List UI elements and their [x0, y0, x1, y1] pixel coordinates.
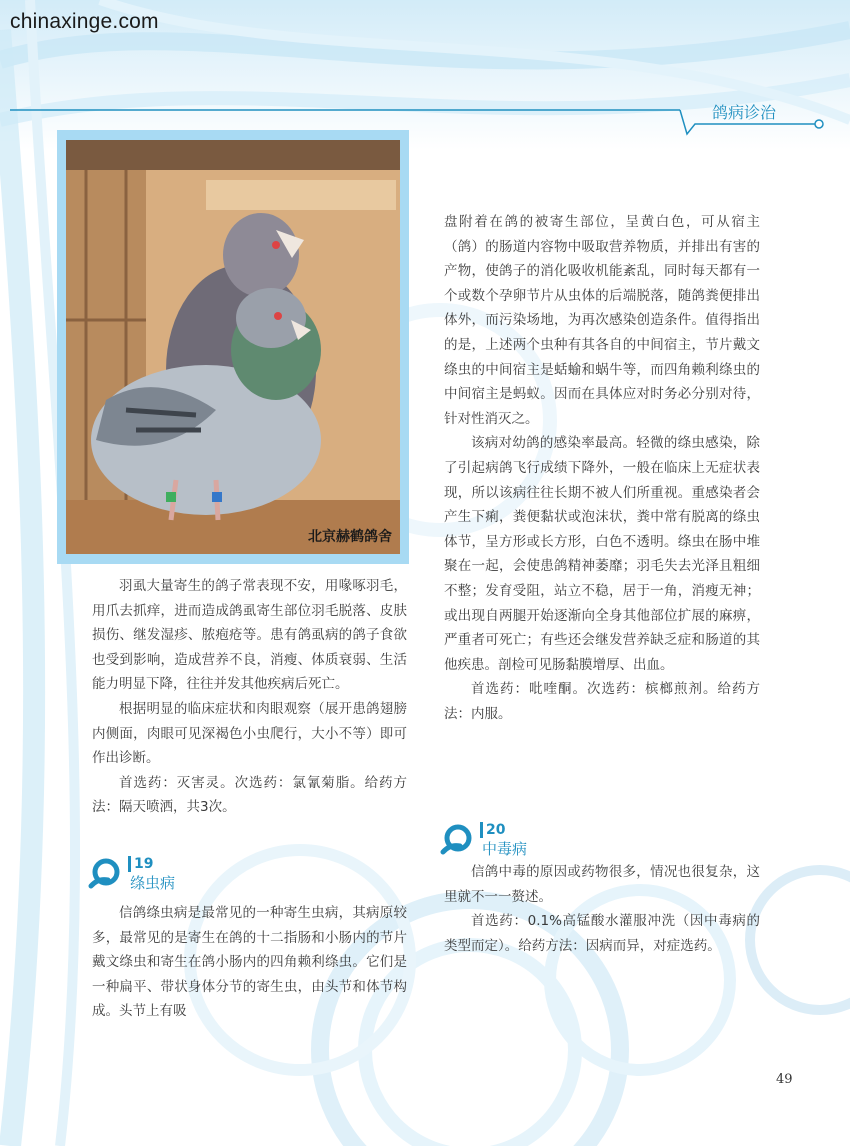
pigeon-photo [66, 140, 400, 554]
left-column-text-top [92, 574, 407, 820]
paragraph: 信鸽绦虫病是最常见的一种寄生虫病，其病原较多，最常见的是寄生在鸽的十二指肠和小肠内的节片戴文绦虫和寄生在鸽小肠内的四角赖利绦虫。它们是一种扁平、带状身体分节的寄生虫，由头节和体节构成。头节上有吸 [92, 905, 407, 1020]
heading-number: 20 [480, 822, 505, 838]
heading-19 [88, 856, 228, 896]
heading-number: 19 [128, 856, 153, 872]
paragraph: 首选药：0.1%高锰酸水灌服冲洗（因中毒病的类型而定）。给药方法：因病而异，对症选药。 [444, 913, 760, 954]
paragraph: 首选药：吡喹酮。次选药：槟榔煎剂。给药方法：内服。 [444, 681, 760, 722]
photo-caption: 北京赫鹤鸽舍 [308, 529, 392, 545]
photo-frame [57, 130, 409, 564]
right-column-text-bottom [444, 860, 760, 958]
magnifier-icon [88, 858, 124, 890]
magnifier-icon [440, 824, 476, 856]
left-column-text-bottom [92, 901, 407, 1024]
page-number: 49 [776, 1072, 793, 1087]
paragraph: 羽虱大量寄生的鸽子常表现不安，用喙啄羽毛，用爪去抓痒，进而造成鸽虱寄生部位羽毛脱落、皮肤损伤、继发湿疹、脓疱疮等。患有鸽虱病的鸽子食欲也受到影响，造成营养不良，消瘦、体质衰弱、生活能力明显下降，往往并发其他疾病后死亡。 [92, 578, 407, 693]
section-title: 鸽病诊治 [712, 103, 777, 122]
paragraph: 该病对幼鸽的感染率最高。轻微的绦虫感染，除了引起病鸽飞行成绩下降外，一般在临床上无症状表现，所以该病往往长期不被人们所重视。重感染者会产生下痢，粪便黏状或泡沫状，粪中常有脱离的绦虫体节，呈方形或长方形，白色不透明。绦虫在肠中堆聚在一起，会使患鸽精神萎靡；羽毛失去光泽且粗细不整；发育受阻，站立不稳，居于一角，消瘦无神；或出现自两腿开始逐渐向全身其他部位扩展的麻痹，严重者可死亡；有些还会继发营养缺乏症和肠道的其他疾患。剖检可见肠黏膜增厚、出血。 [444, 435, 760, 673]
paragraph: 根据明显的临床症状和肉眼观察（展开患鸽翅膀内侧面，肉眼可见深褐色小虫爬行，大小不等）即可作出诊断。 [92, 700, 407, 767]
heading-title: 中毒病 [482, 840, 528, 858]
paragraph: 首选药：灭害灵。次选药：氯氰菊脂。给药方法：隔天喷洒，共3次。 [92, 774, 407, 816]
right-column-text-top [444, 210, 760, 726]
heading-20 [440, 822, 580, 862]
paragraph: 信鸽中毒的原因或药物很多，情况也很复杂，这里就不一一赘述。 [444, 864, 760, 905]
heading-title: 绦虫病 [130, 874, 176, 892]
site-watermark: chinaxinge.com [10, 10, 159, 33]
paragraph: 盘附着在鸽的被寄生部位，呈黄白色，可从宿主（鸽）的肠道内容物中吸取营养物质，并排出有害的产物，使鸽子的消化吸收机能紊乱，同时每天都有一个或数个孕卵节片从虫体的后端脱落，随鸽粪便排出体外，而污染场地，为再次感染创造条件。值得指出的是，上述两个虫种有其各自的中间宿主，节片戴文绦虫的中间宿主是蛞蝓和蜗牛等，而四角赖利绦虫的中间宿主是蚂蚁。因而在具体应对时务必分别对待，针对性消灭之。 [444, 214, 760, 427]
